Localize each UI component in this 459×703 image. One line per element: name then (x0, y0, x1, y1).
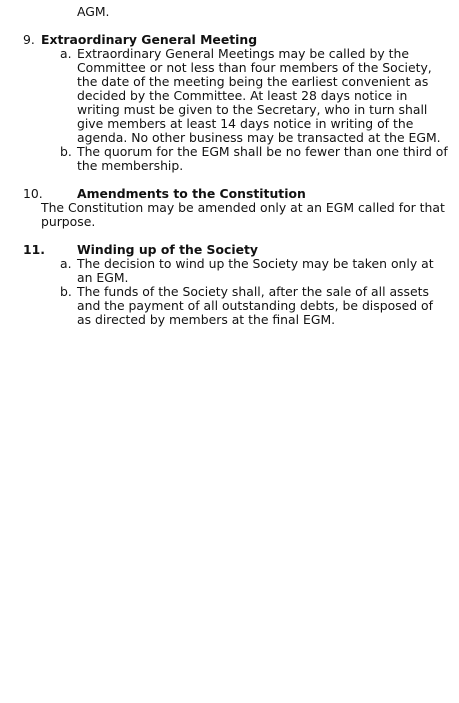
section-winding-up (23, 243, 448, 327)
section-paragraph: The Constitution may be amended only at an EGM called for that purpose. (41, 200, 445, 229)
clause-marker: b. (60, 284, 72, 299)
section-heading (23, 33, 448, 47)
clause-text: Extraordinary General Meetings may be called by the Committee or not less than four members of the Society, the date of the meeting being the earliest convenient as decided by the Committee. At least 28 days notice in writing must be given to the Secretary, who in turn shall give members at least 14 days notice in writing of the agenda. No other business may be transacted at the EGM. (77, 46, 441, 145)
section-number: 10. (23, 186, 43, 201)
section-title: Winding up of the Society (77, 242, 258, 257)
clause-marker: a. (60, 46, 72, 61)
clause-item (23, 145, 448, 173)
section-extraordinary-general-meeting (23, 33, 448, 173)
clause-text: The funds of the Society shall, after the sale of all assets and the payment of all outstanding debts, be disposed of as directed by members at the final EGM. (77, 284, 433, 327)
section-heading (23, 243, 448, 257)
section-title: Extraordinary General Meeting (41, 32, 258, 47)
section-number: 11. (23, 242, 45, 257)
clause-marker: a. (60, 256, 72, 271)
section-number: 9. (23, 32, 35, 47)
clause-text: The decision to wind up the Society may be taken only at an EGM. (77, 256, 434, 285)
clause-list (23, 47, 448, 173)
clause-item (23, 257, 448, 285)
clause-list (23, 257, 448, 327)
clause-item (23, 47, 448, 145)
section-title: Amendments to the Constitution (77, 186, 306, 201)
section-heading (23, 187, 448, 201)
continuation-text: AGM. (77, 4, 110, 19)
clause-item (23, 285, 448, 327)
clause-text: The quorum for the EGM shall be no fewer than one third of the membership. (77, 144, 448, 173)
section-amendments (23, 187, 448, 229)
clause-marker: b. (60, 144, 72, 159)
